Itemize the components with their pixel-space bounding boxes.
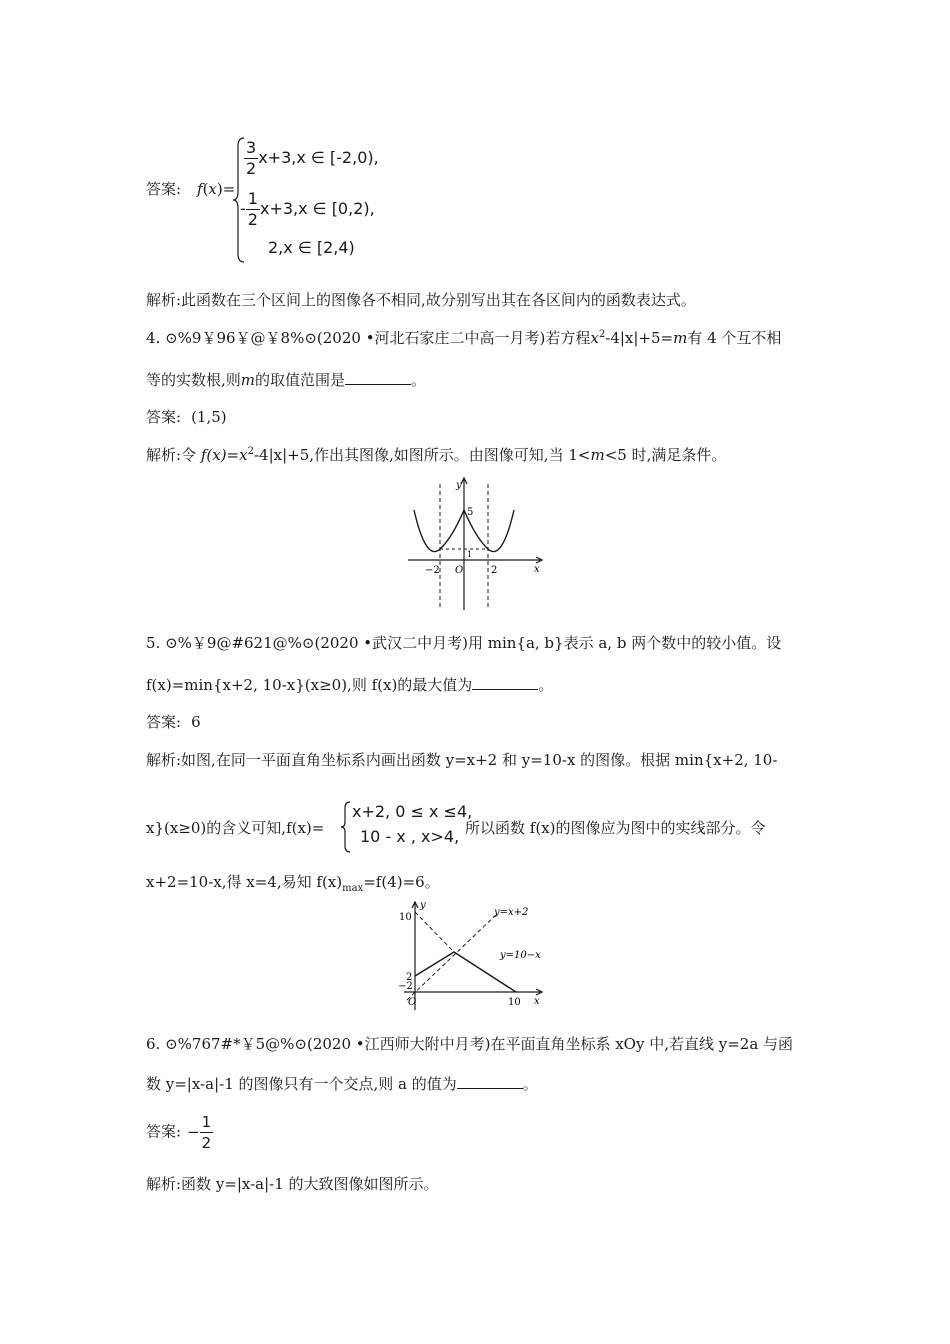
q4-x-label: x [534,564,540,575]
q5-piece-1: x+2, 0 ≤ x ≤4, [352,802,473,821]
q5-line-x-plus-2-dashed [407,913,498,1000]
q5-question-line-1: 5. ⊙%￥9@#621@%⊙(2020 •武汉二中月考)用 min{a, b}表示 a, b 两个数中的较小值。设 [146,634,782,652]
q3-analysis: 解析:此函数在三个区间上的图像各不相同,故分别写出其在各区间内的函数表达式。 [146,291,696,309]
q5-tick-neg2: −2 [398,981,413,992]
q4-question-line-1: 4. ⊙%9￥96￥@￥8%⊙(2020 •河北石家庄二中高一月考)若方程$x^2-4|x|+5=m$有 4 个互不相 [146,329,782,347]
q6-answer: 答案: − $\frac{1}{2}$ [146,1113,212,1152]
q5-tick-10x: 10 [508,997,521,1008]
q4-answer-blank[interactable] [345,370,411,385]
q5-analysis-line-2b: 所以函数 f(x)的图像应为图中的实线部分。令 [465,819,766,837]
q5-analysis-line-1: 解析:如图,在同一平面直角坐标系内画出函数 y=x+2 和 y=10-x 的图像。根据 min{x+2, 10- [146,751,778,769]
q3-fx: f(x)= [197,180,236,198]
q5-line-10-minus-x-dashed [415,912,454,952]
q5-label-10-minus-x: y=10−x [500,950,541,961]
q4-tick-1: 1 [467,550,473,559]
q5-answer: 答案: 6 [146,713,201,731]
q6-question-line-1: 6. ⊙%767#*￥5@%⊙(2020 •江西师大附中月考)在平面直角坐标系 xOy 中,若直线 y=2a 与函 [146,1035,794,1053]
q5-tick-2y: 2 [406,972,413,983]
q6-question-line-2: 数 y=|x-a|-1 的图像只有一个交点,则 a 的值为 。 [146,1075,538,1093]
q5-graph [398,900,548,1014]
q4-answer: 答案: (1,5) [146,408,227,426]
q4-origin-label: O [455,565,464,576]
q5-answer-blank[interactable] [472,675,538,690]
q4-analysis: 解析:令 $f(x)=x^2-4|x|+5$,作出其图像,如图所示。由图像可知,当 1<m<5 时,满足条件。 [146,446,727,464]
q5-label-x-plus-2: y=x+2 [494,907,529,918]
q4-y-label: y [456,480,462,491]
q4-tick-2: 2 [491,565,498,576]
q6-analysis: 解析:函数 y=|x-a|-1 的大致图像如图所示。 [146,1175,439,1193]
q3-piece-row-3: 2,x ∈ [2,4) [268,238,355,257]
q5-piece-2: 10 - x , x>4, [360,827,460,846]
q4-tick-5: 5 [467,507,474,518]
q3-piece-row-1: $\frac{3}{2}$ x+3,x ∈ [-2,0), [246,138,379,178]
q5-analysis-line-2a: x}(x≥0)的含义可知,f(x)= [146,819,325,837]
q5-question-line-2: f(x)=min{x+2, 10-x}(x≥0),则 f(x)的最大值为 。 [146,676,554,694]
q3-piece-row-2: - $\frac{1}{2}$ x+3,x ∈ [0,2), [240,189,375,229]
q5-origin-label: O [408,997,417,1008]
q5-x-label: x [534,996,540,1007]
q4-tick-neg2: −2 [425,565,440,576]
q4-graph [400,472,550,612]
q3-answer-label: 答案: [146,180,182,198]
q5-tick-10y: 10 [399,912,412,923]
q5-y-label: y [420,900,426,911]
q5-brace [340,800,352,854]
q6-answer-blank[interactable] [457,1074,523,1089]
q4-question-line-2: 等的实数根,则m的取值范围是 。 [146,371,427,389]
q5-analysis-line-3: x+2=10-x,得 x=4,易知 $f(x)_{max}=f(4)=6$。 [146,873,440,894]
